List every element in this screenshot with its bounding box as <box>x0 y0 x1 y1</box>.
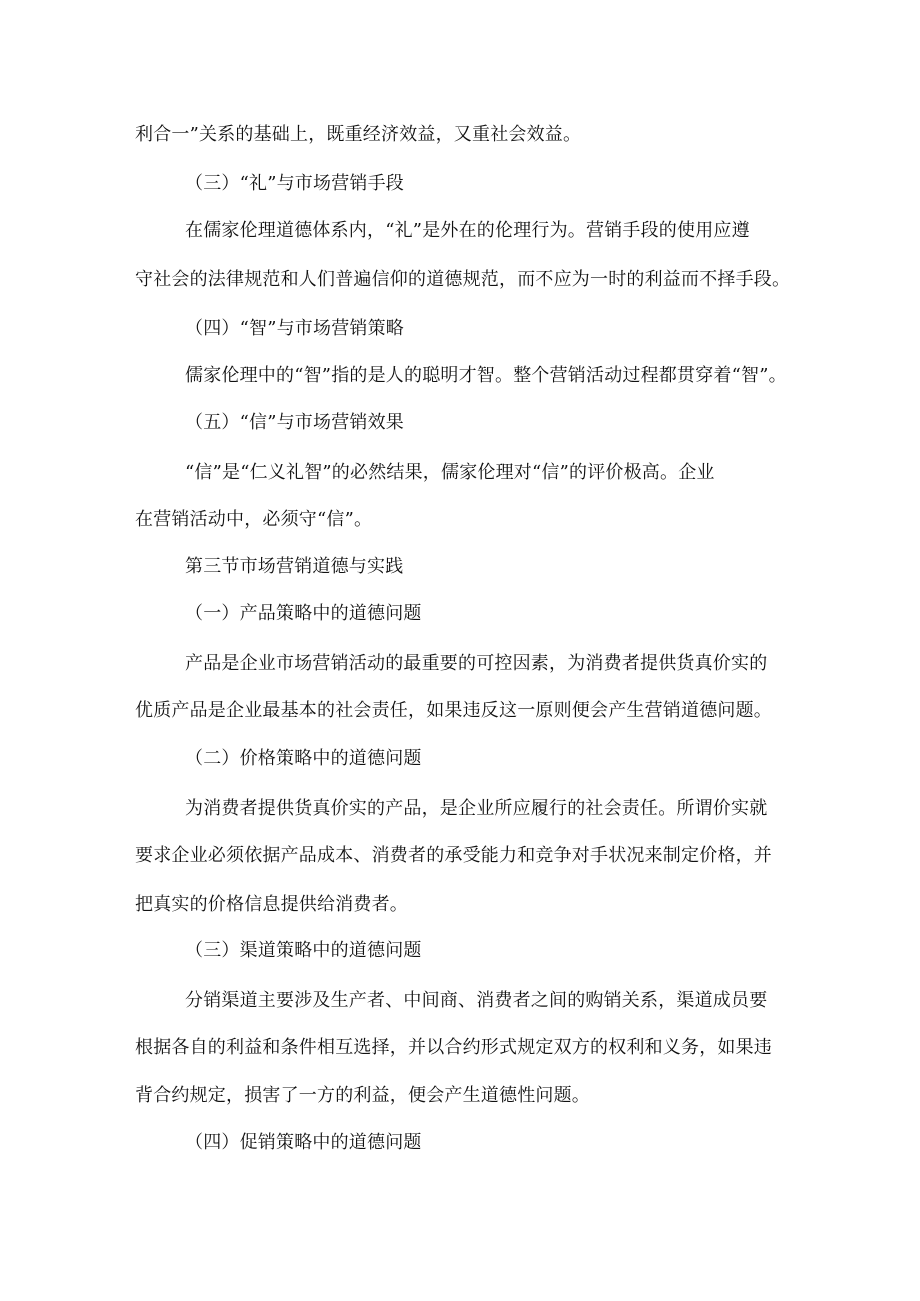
text-line: 产品是企业市场营销活动的最重要的可控因素，为消费者提供货真价实的 <box>185 653 768 674</box>
text-line: 在营销活动中，必须守“信”。 <box>135 509 373 530</box>
text-line: 利合一”关系的基础上，既重经济效益，又重社会效益。 <box>135 124 582 145</box>
text-line: 背合约规定，损害了一方的利益，便会产生道德性问题。 <box>135 1085 590 1106</box>
section-heading: （三）渠道策略中的道德问题 <box>185 940 422 961</box>
chapter-heading: 第三节市场营销道德与实践 <box>185 556 404 577</box>
text-line: 优质产品是企业最基本的社会责任，如果违反这一原则便会产生营销道德问题。 <box>135 700 772 721</box>
section-heading: （五）“信”与市场营销效果 <box>185 412 405 433</box>
text-line: 分销渠道主要涉及生产者、中间商、消费者之间的购销关系，渠道成员要 <box>185 990 768 1011</box>
text-line: “信”是“仁义礼智”的必然结果，儒家伦理对“信”的评价极高。企业 <box>185 462 715 483</box>
text-line: 把真实的价格信息提供给消费者。 <box>135 894 408 915</box>
text-line: 在儒家伦理道德体系内，“礼”是外在的伦理行为。营销手段的使用应遵 <box>185 220 750 241</box>
text-line: 儒家伦理中的“智”指的是人的聪明才智。整个营销活动过程都贯穿着“智”。 <box>185 365 787 386</box>
text-line: 根据各自的利益和条件相互选择，并以合约形式规定双方的权利和义务，如果违 <box>135 1037 772 1058</box>
text-line: 要求企业必须依据产品成本、消费者的承受能力和竞争对手状况来制定价格，并 <box>135 845 772 866</box>
section-heading: （一）产品策略中的道德问题 <box>185 603 422 624</box>
section-heading: （四）“智”与市场营销策略 <box>185 318 405 339</box>
section-heading: （三）“礼”与市场营销手段 <box>185 173 405 194</box>
section-heading: （四）促销策略中的道德问题 <box>185 1132 422 1153</box>
text-line: 为消费者提供货真价实的产品，是企业所应履行的社会责任。所谓价实就 <box>185 798 768 819</box>
text-line: 守社会的法律规范和人们普遍信仰的道德规范，而不应为一时的利益而不择手段。 <box>135 269 791 290</box>
section-heading: （二）价格策略中的道德问题 <box>185 748 422 769</box>
